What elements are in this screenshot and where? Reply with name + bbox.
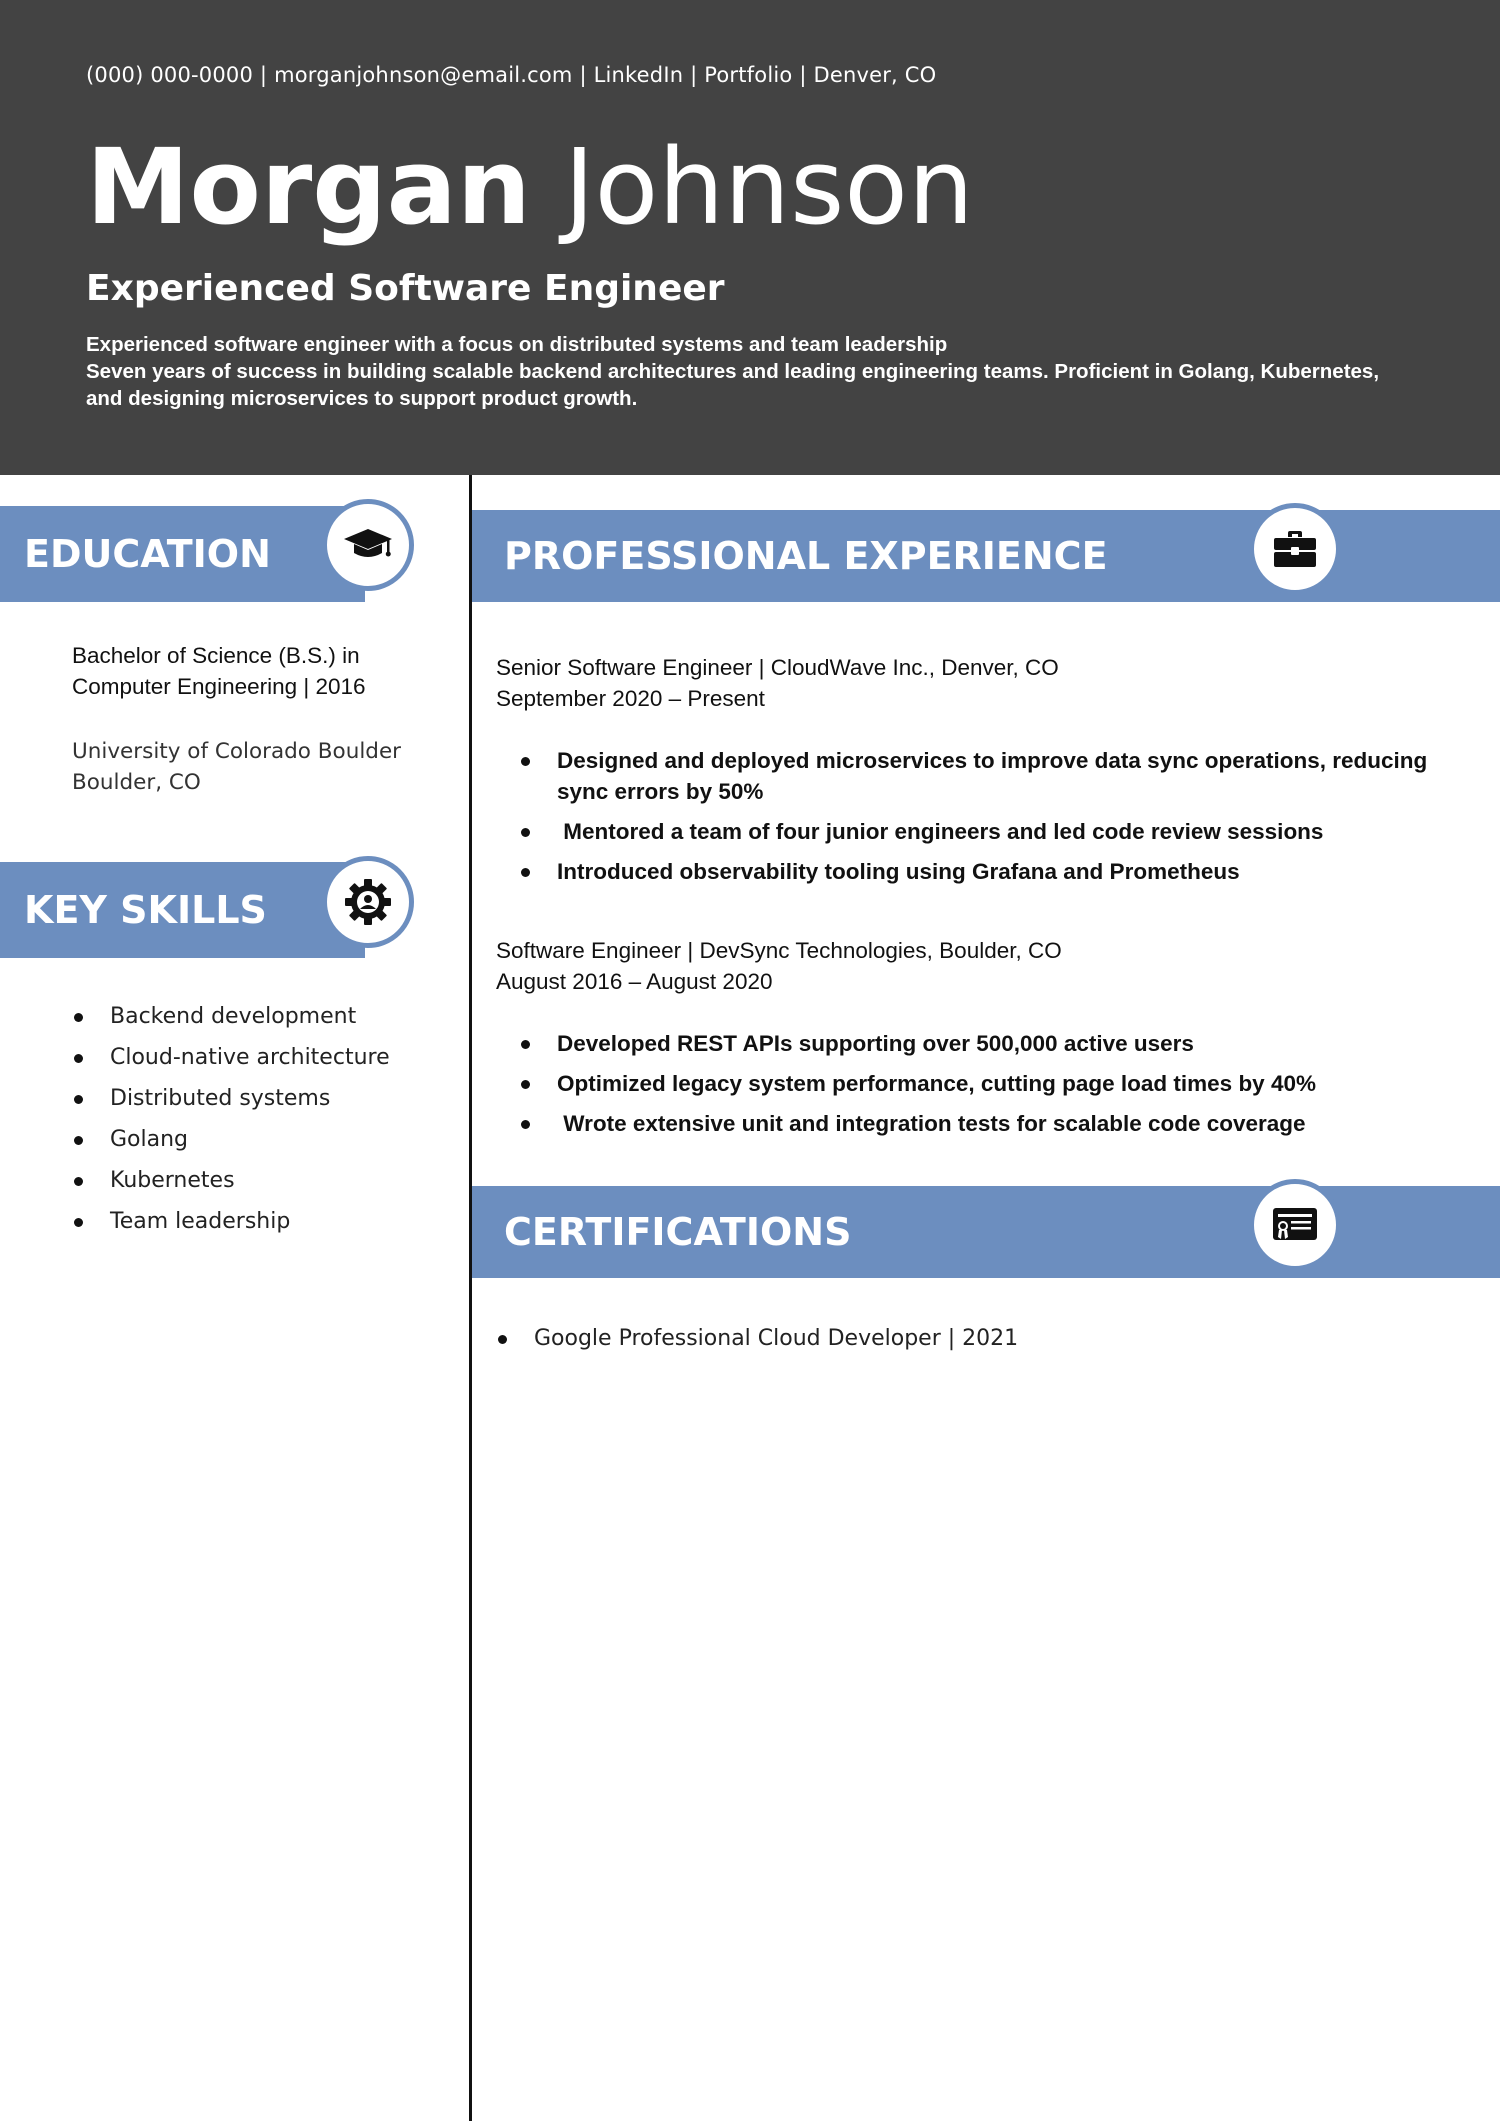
job-role: Software Engineer | DevSync Technologies, Boulder, CO	[496, 938, 1062, 963]
degree-line-1: Bachelor of Science (B.S.) in	[72, 643, 360, 668]
resume-header	[0, 0, 1500, 475]
certification-item: Google Professional Cloud Developer | 2021	[496, 1322, 1018, 1356]
job-dates: September 2020 – Present	[496, 686, 765, 711]
achievement-item: Mentored a team of four junior engineers and led code review sessions	[496, 816, 1456, 847]
gear-icon	[322, 856, 414, 948]
degree-line-2: Computer Engineering | 2016	[72, 674, 366, 699]
education-school	[72, 736, 432, 798]
graduation-cap-icon	[322, 499, 414, 591]
first-name: Morgan	[86, 126, 531, 248]
education-heading: EDUCATION	[24, 532, 271, 576]
achievement-item: Introduced observability tooling using Grafana and Prometheus	[496, 856, 1456, 887]
education-degree	[72, 640, 432, 702]
candidate-name	[86, 128, 974, 248]
skills-heading: KEY SKILLS	[24, 888, 267, 932]
achievement-item: Designed and deployed microservices to improve data sync operations, reducing sync errors by 50%	[496, 745, 1456, 807]
certifications-heading-bar	[472, 1186, 1500, 1278]
skill-item: Cloud-native architecture	[72, 1037, 390, 1078]
achievement-item: Developed REST APIs supporting over 500,000 active users	[496, 1028, 1456, 1059]
contact-info: (000) 000-0000 | morganjohnson@email.com | LinkedIn | Portfolio | Denver, CO	[86, 63, 937, 87]
skills-heading-bar	[0, 862, 365, 958]
school-name: University of Colorado Boulder	[72, 739, 402, 764]
summary-line-1: Experienced software engineer with a focus on distributed systems and team leadership	[86, 333, 948, 356]
summary	[86, 331, 1416, 412]
achievement-item: Optimized legacy system performance, cutting page load times by 40%	[496, 1068, 1456, 1099]
achievement-item: Wrote extensive unit and integration tests for scalable code coverage	[496, 1108, 1456, 1139]
summary-line-2: Seven years of success in building scalable backend architectures and leading engineering teams. Proficient in Golang, Kubernetes, and designing microservices to support product growth.	[86, 360, 1380, 410]
last-name: Johnson	[563, 126, 974, 248]
skill-item: Backend development	[72, 996, 390, 1037]
job-entry	[496, 652, 1456, 896]
briefcase-icon	[1249, 503, 1341, 595]
skill-item: Golang	[72, 1119, 390, 1160]
job-dates: August 2016 – August 2020	[496, 969, 773, 994]
skills-list	[72, 996, 390, 1242]
job-achievements	[496, 745, 1456, 887]
job-achievements	[496, 1028, 1456, 1139]
certificate-icon	[1249, 1179, 1341, 1271]
school-location: Boulder, CO	[72, 770, 201, 795]
job-role: Senior Software Engineer | CloudWave Inc., Denver, CO	[496, 655, 1059, 680]
certifications-heading: CERTIFICATIONS	[504, 1210, 852, 1254]
certifications-list	[496, 1322, 1018, 1356]
experience-heading: PROFESSIONAL EXPERIENCE	[504, 534, 1108, 578]
job-entry	[496, 935, 1456, 1148]
column-divider	[469, 475, 472, 2121]
education-heading-bar	[0, 506, 365, 602]
skill-item: Team leadership	[72, 1201, 390, 1242]
skill-item: Kubernetes	[72, 1160, 390, 1201]
experience-heading-bar	[472, 510, 1500, 602]
skill-item: Distributed systems	[72, 1078, 390, 1119]
job-title: Experienced Software Engineer	[86, 268, 725, 309]
